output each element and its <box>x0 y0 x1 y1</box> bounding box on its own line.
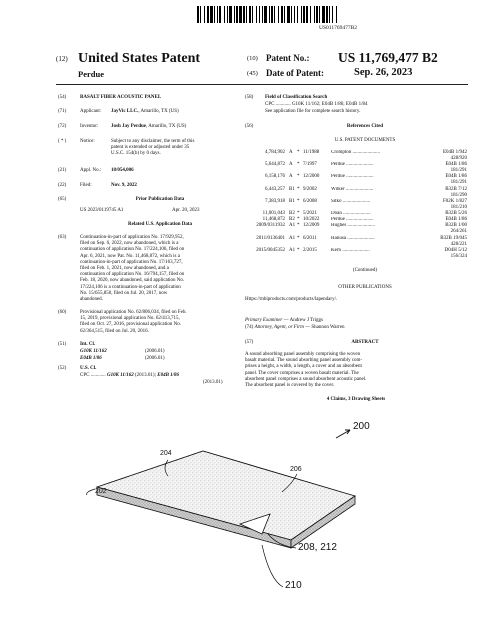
prior-pub-number: US 2023/0119745 A1 <box>80 208 124 213</box>
ref-date: 10/2022 <box>303 217 320 223</box>
ref-class-secondary: 428/920 <box>450 156 467 161</box>
int-cl-class-1: G10K 11/162 <box>80 349 107 354</box>
applicant-place: , Amarillo, TX (US) <box>138 109 179 114</box>
int-cl-class-2: E04B 1/86 <box>80 356 102 361</box>
ref-name: Sitko ...................... <box>331 198 371 204</box>
ref-kind: B2 <box>289 210 295 216</box>
ref-kind: A1 <box>289 223 296 229</box>
notice-text: Subject to any disclaimer, the term of this patent is extended or adjusted under 35 U.S.C. 154(b) by 0 days. <box>111 139 195 157</box>
applicant-code: (71) <box>58 109 67 114</box>
ref-kind: B1 <box>289 198 295 204</box>
ref-class-secondary: 181/291 <box>450 168 467 174</box>
ref-date: 11/1988 <box>303 150 320 155</box>
ref-date: 6/2011 <box>303 235 317 241</box>
attorney: (74) Attorney, Agent, or Firm — Shannon Warren <box>245 325 345 330</box>
continuation-code: (63) <box>58 235 67 240</box>
ref-number: 5,644,872 <box>265 162 285 168</box>
ref-label-204: 204 <box>160 450 172 457</box>
document-kind-code: (12) <box>56 55 68 63</box>
ref-star: * <box>297 223 300 229</box>
title-code: (54) <box>58 95 67 100</box>
ref-name: Kern ...................... <box>331 247 370 253</box>
us-cl-cpc-end: (2013.01) <box>203 380 223 385</box>
patent-title-header: United States Patent <box>78 51 201 66</box>
ref-number: 2009/0311932 <box>256 223 285 229</box>
ref-class: E04B 1/86 <box>445 217 467 223</box>
us-cl-code: (52) <box>58 366 67 371</box>
ref-date: 5/2021 <box>303 210 317 216</box>
prior-pub-date: Apr. 20, 2023 <box>172 208 200 213</box>
ref-class: D04H 5/12 <box>444 247 467 253</box>
ref-class-secondary: 264/261 <box>450 229 467 235</box>
ref-class: F02K 1/827 <box>442 198 467 204</box>
ref-name: Perdue ...................... <box>331 217 374 223</box>
examiner: Primary Examiner — Andrew J Triggs <box>245 318 323 323</box>
notice-code: ( * ) <box>58 139 67 144</box>
ref-class-secondary: 156/324 <box>450 253 467 259</box>
ref-number: 2011/0136401 <box>256 235 285 241</box>
field-search-code: (58) <box>245 95 254 100</box>
refs-code: (56) <box>245 124 254 129</box>
ref-date: 12/2000 <box>303 174 320 180</box>
ref-class-secondary: 181/291 <box>450 180 467 186</box>
ref-label-202: 202 <box>95 488 107 495</box>
ref-date: 9/2002 <box>303 186 317 192</box>
ref-star: * <box>297 235 300 241</box>
abstract-heading: ABSTRACT <box>351 340 379 345</box>
ref-name: Perdue ...................... <box>331 174 374 180</box>
ref-number: 2015/0045352 <box>256 247 285 253</box>
provisional-code: (60) <box>58 310 67 315</box>
provisional-text: Provisional application No. 62/806,034, filed on Feb. 15, 2019, provisional application No. 62/413,715, filed on Oct. 27, 2016, provisional application No. 62/364,515, filed on Jul. 20, 2016. <box>80 310 187 334</box>
ref-name: Doan ...................... <box>331 210 371 216</box>
ref-kind: B2 <box>289 217 295 223</box>
ref-class: B32B 5/26 <box>445 210 467 216</box>
ref-date: 2/2015 <box>303 247 317 253</box>
inventor-place: , Amarillo, TX (US) <box>146 124 187 129</box>
date-of-patent: Sep. 26, 2023 <box>354 67 413 78</box>
us-patent-docs-heading: U.S. PATENT DOCUMENTS <box>334 138 396 143</box>
ref-number: 6,443,257 <box>265 186 285 192</box>
filed-code: (22) <box>58 183 67 188</box>
field-search-note: See application file for complete search history. <box>265 109 361 114</box>
prior-pub-heading: Prior Publication Data <box>135 197 185 202</box>
refs-heading: References Cited <box>346 124 384 129</box>
field-search-cpc: CPC ............ G10K 11/162; E04B 1/86; E04B 1/84 <box>265 102 368 107</box>
ref-number: 11,468,872 <box>262 217 285 223</box>
appl-label: Appl. No.: <box>80 168 102 173</box>
filed-date: Nov. 9, 2022 <box>111 183 137 188</box>
ref-class: E04B 1/86 <box>445 174 467 180</box>
ref-name: Wilker ...................... <box>331 186 374 192</box>
ref-kind: A1 <box>289 235 296 241</box>
claims-count: 4 Claims, 3 Drawing Sheets <box>326 397 386 402</box>
int-cl-label: Int. Cl. <box>80 342 96 347</box>
refs-continued: (Continued) <box>352 268 378 273</box>
ref-name: Crompton ...................... <box>331 150 381 155</box>
ref-star: * <box>297 186 300 192</box>
ref-star: * <box>297 210 300 216</box>
ref-name: Hanusa ...................... <box>331 235 375 241</box>
ref-kind: A <box>289 150 293 155</box>
us-cl-label: U.S. Cl. <box>80 366 97 371</box>
ref-label-210: 210 <box>285 580 302 591</box>
applicant-name: JayVic LLC. <box>111 109 139 114</box>
ref-name: Perdue ...................... <box>331 162 374 168</box>
filed-label: Filed: <box>80 183 92 188</box>
ref-class: B32B 19/045 <box>440 235 467 241</box>
ref-kind: B1 <box>289 186 295 192</box>
ref-date: 6/2008 <box>303 198 317 204</box>
ref-class: B32B 7/12 <box>445 186 467 192</box>
ref-class-secondary: 181/210 <box>450 204 467 210</box>
appl-code: (21) <box>58 168 67 173</box>
ref-label-200: 200 <box>353 421 370 432</box>
inventor-name: Josh Jay Perdue <box>111 124 146 129</box>
ref-kind: A <box>289 162 293 168</box>
int-cl-version-1: (2006.01) <box>145 349 165 354</box>
appl-number: 18/054,006 <box>111 168 134 173</box>
ref-star: * <box>297 174 300 180</box>
ref-star: * <box>297 198 300 204</box>
ref-star: * <box>297 150 300 155</box>
patent-number-label: Patent No.: <box>266 53 310 63</box>
notice-label: Notice: <box>80 139 95 144</box>
ref-name: Hughes ...................... <box>331 223 376 229</box>
date-code: (45) <box>247 70 258 77</box>
us-cl-cpc: CPC ............ G10K 11/162 (2013.01); E04B 1/86 <box>80 373 180 378</box>
other-pub-url: Https://mbiproducts.com/products/lapendary/. <box>245 297 338 302</box>
ref-class: E04B 1/86 <box>445 162 467 168</box>
patent-number-code: (10) <box>247 55 258 62</box>
applicant-label: Applicant: <box>80 109 102 114</box>
ref-number: 6,158,176 <box>265 174 285 180</box>
int-cl-code: (51) <box>58 342 67 347</box>
continuation-text: Continuation-in-part of application No. 17/929,952, filed on Sep. 6, 2022, now abandoned, which is a continuation of application No. 17/224,106, filed on Apr. 6, 2021, now Pat. No. 11,468,872, which is a continuation-in-part of application No. 17/163,727, filed on Feb. 1, 2021, now abandoned, and a continuation of application No. 16/794,157, filed on Feb. 18, 2020, now abandoned, said application No. 17/224,106 is a continuation-in-part of application No. 15/655,850, filed on Jul. 20, 2017, now abandoned. <box>80 235 185 303</box>
abstract-text: A sound absorbing panel assembly comprising the woven basalt material. The sound absorbing panel assembly com- prises a height, a width, a length, a cover and an absorbent panel. The cover comprises a woven basalt material. The absorbent panel comprises a sound absorbent acoustic panel. The absorbent panel is covered by the cover. <box>245 352 367 389</box>
ref-star: * <box>297 217 300 223</box>
ref-number: 4,784,902 <box>265 150 285 155</box>
ref-number: 11,001,043 <box>262 210 285 216</box>
ref-class-secondary: 428/221 <box>450 241 467 247</box>
int-cl-version-2: (2006.01) <box>145 356 165 361</box>
related-data-heading: Related U.S. Application Data <box>127 222 193 227</box>
field-search-heading: Field of Classification Search <box>265 95 328 100</box>
ref-label-208-212: 208, 212 <box>298 542 337 553</box>
invention-title: BASALT FIBER ACOUSTIC PANEL <box>80 95 162 100</box>
ref-number: 7,383,918 <box>265 198 285 204</box>
ref-label-206: 206 <box>290 466 302 473</box>
ref-star: * <box>297 162 300 168</box>
prior-pub-code: (65) <box>58 197 67 202</box>
patent-number: US 11,769,477 B2 <box>338 50 438 65</box>
inventor-surname: Perdue <box>78 69 104 79</box>
ref-date: 7/1997 <box>303 162 317 168</box>
ref-star: * <box>297 247 300 253</box>
ref-class: B32B 1/00 <box>445 223 467 229</box>
ref-kind: A <box>289 174 293 180</box>
ref-kind: A1 <box>289 247 296 253</box>
ref-class: E04B 1/942 <box>442 150 467 155</box>
inventor-code: (72) <box>58 124 67 129</box>
inventor-label: Inventor: <box>80 124 99 129</box>
date-of-patent-label: Date of Patent: <box>266 68 324 78</box>
barcode-number: US011769477B2 <box>319 25 357 31</box>
ref-class-secondary: 181/290 <box>450 192 467 198</box>
other-pubs-heading: OTHER PUBLICATIONS <box>338 285 392 290</box>
abstract-code: (57) <box>245 340 254 345</box>
ref-date: 12/2009 <box>303 223 320 229</box>
